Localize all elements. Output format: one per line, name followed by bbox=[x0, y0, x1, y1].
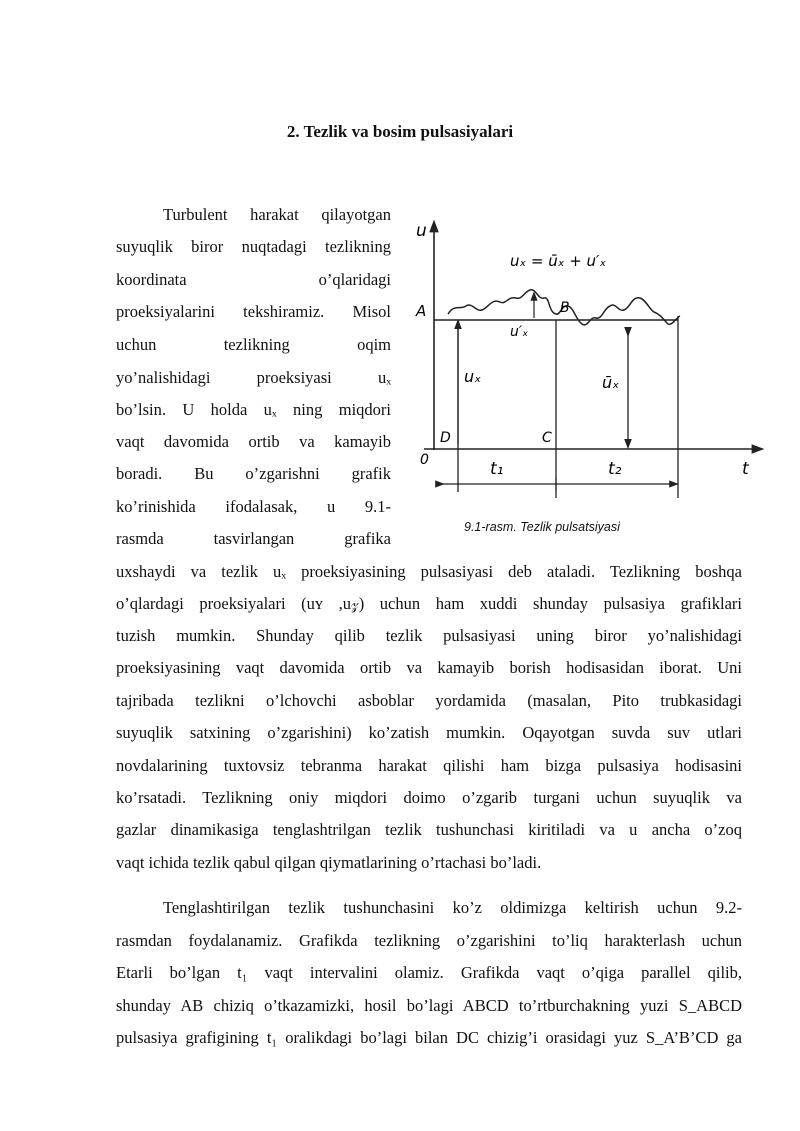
text-line: tuzish mumkin. Shunday qilib tezlik pulsasiyasi uning biror yo’nalishidagi bbox=[116, 626, 742, 645]
text-line: rasmda tasvirlangan grafika bbox=[116, 529, 391, 548]
text-line: novdalarining tuxtovsiz tebranma harakat qilishi ham bizga pulsasiya hodisasini bbox=[116, 756, 742, 775]
ux-prime-label: u′ₓ bbox=[510, 324, 529, 340]
formula-label: uₓ = ūₓ + u′ₓ bbox=[510, 252, 607, 270]
text-line: vaqt davomida ortib va kamayib bbox=[116, 432, 391, 451]
text-line: bo’lsin. U holda uₓ ning miqdori bbox=[116, 400, 391, 419]
figure-caption: 9.1-rasm. Tezlik pulsatsiyasi bbox=[464, 520, 620, 534]
point-label-a: A bbox=[416, 302, 427, 320]
text-line: uxshaydi va tezlik uₓ proeksiyasining pulsasiyasi deb ataladi. Tezlikning boshqa bbox=[116, 562, 742, 581]
text-line: Tenglashtirilgan tezlik tushunchasini ko’z oldimizga keltirish uchun 9.2- bbox=[163, 898, 742, 917]
text-line: ko’rinishida ifodalasak, u 9.1- bbox=[116, 497, 391, 516]
text-line: proeksiyasining vaqt davomida ortib va kamayib borish hodisasidan iborat. Uni bbox=[116, 658, 742, 677]
text-line: o’qlardagi proeksiyalari (uʏ ,u𝓏) uchun ham xuddi shunday pulsasiya grafiklari bbox=[116, 594, 742, 613]
text-line: gazlar dinamikasiga tenglashtrilgan tezlik tushunchasi kiritiladi va u ancha o’zoq bbox=[116, 820, 742, 839]
text-line: Etarli bo’lgan t₁ vaqt intervalini olamiz. Grafikda vaqt o’qiga parallel qilib, bbox=[116, 963, 742, 982]
text-line: tajribada tezlikni o’lchovchi asboblar yordamida (masalan, Pito trubkasidagi bbox=[116, 691, 742, 710]
text-line: shunday AB chiziq o’tkazamizki, hosil bo’lagi ABCD to’rtburchakning yuzi S_ABCD bbox=[116, 996, 742, 1015]
text-line: koordinata o’qlaridagi bbox=[116, 270, 391, 289]
text-line: suyuqlik biror nuqtadagi tezlikning bbox=[116, 237, 391, 256]
t1-label: t₁ bbox=[490, 459, 504, 479]
point-label-b: B bbox=[560, 300, 570, 316]
velocity-pulsation-figure bbox=[410, 212, 770, 512]
axis-label-u: u bbox=[416, 221, 427, 241]
text-line: yo’nalishidagi proeksiyasi uₓ bbox=[116, 368, 391, 387]
text-line: proeksiyalarini tekshiramiz. Misol bbox=[116, 302, 391, 321]
origin-label: 0 bbox=[420, 452, 429, 468]
text-line: boradi. Bu o’zgarishni grafik bbox=[116, 464, 391, 483]
point-label-d: D bbox=[440, 430, 451, 446]
t2-label: t₂ bbox=[608, 459, 622, 479]
t-axis-label: t bbox=[742, 459, 749, 479]
point-label-c: C bbox=[542, 430, 552, 446]
text-line: Turbulent harakat qilayotgan bbox=[163, 205, 391, 224]
text-line: ko’rsatadi. Tezlikning oniy miqdori doimo o’zgarib turgani uchun suyuqlik va bbox=[116, 788, 742, 807]
text-line: uchun tezlikning oqim bbox=[116, 335, 391, 354]
text-line: pulsasiya grafigining t₁ oralikdagi bo’lagi bilan DC chizig’i orasidagi yuz S_A’B’CD ga bbox=[116, 1028, 742, 1047]
text-line: suyuqlik satxining o’zgarishini) ko’zatish mumkin. Oqayotgan suvda suv utlari bbox=[116, 723, 742, 742]
ux-label: uₓ bbox=[464, 367, 482, 386]
text-line: rasmdan foydalanamiz. Grafikda tezlikning o’zgarishini to’liq harakterlash uchun bbox=[116, 931, 742, 950]
ux-bar-label: ūₓ bbox=[602, 373, 620, 392]
page-title: 2. Tezlik va bosim pulsasiyalari bbox=[286, 122, 514, 141]
text-line: vaqt ichida tezlik qabul qilgan qiymatlarining o’rtachasi bo’ladi. bbox=[116, 853, 542, 872]
